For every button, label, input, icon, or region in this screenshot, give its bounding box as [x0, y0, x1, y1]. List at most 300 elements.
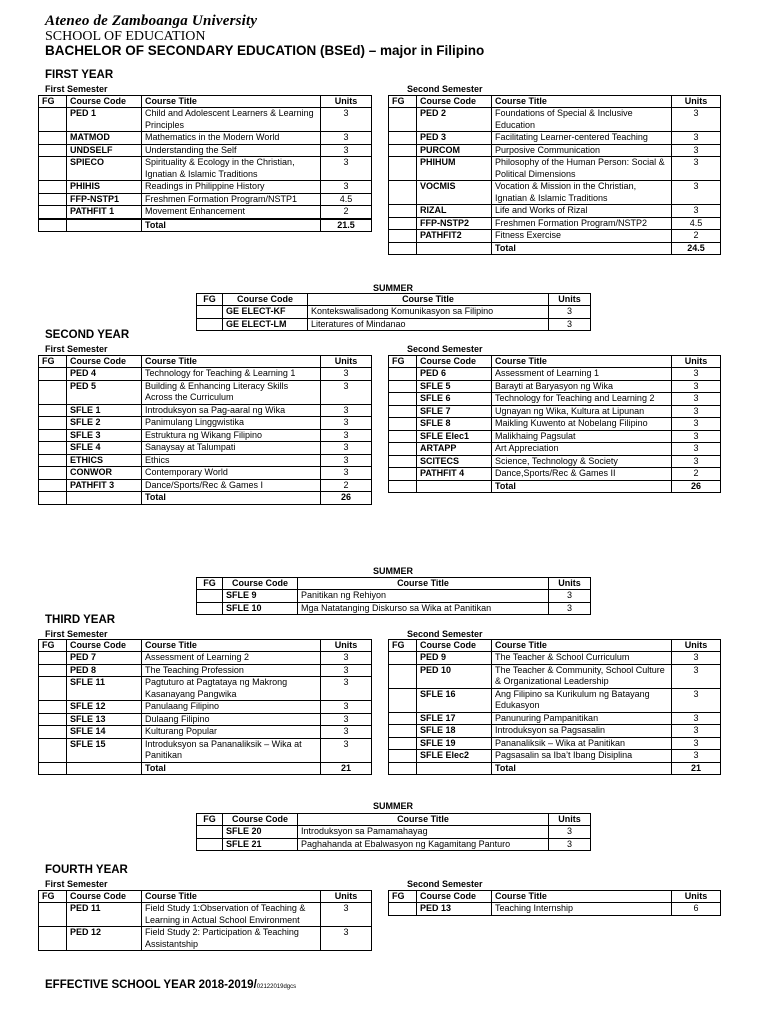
column-header-course-title: Course Title	[142, 640, 321, 652]
course-units: 3	[321, 442, 372, 455]
fg-cell	[389, 455, 417, 468]
fg-cell	[39, 664, 67, 677]
table-row	[389, 712, 721, 725]
fourth-year-first-semester-label: First Semester	[45, 879, 108, 889]
second-year-summer-label: SUMMER	[373, 566, 413, 576]
course-units: 3	[672, 205, 721, 218]
total-label: Total	[142, 492, 321, 505]
column-header-course-title: Course Title	[492, 96, 672, 108]
course-code: SFLE 6	[417, 393, 492, 406]
course-code: PED 10	[417, 664, 492, 688]
table-row	[39, 368, 372, 381]
fg-cell	[389, 443, 417, 456]
fg-cell	[39, 442, 67, 455]
first-year-summer-label: SUMMER	[373, 283, 413, 293]
course-title: Kontekswalisadong Komunikasyon sa Filipino	[308, 306, 549, 319]
course-title: Spirituality & Ecology in the Christian, Ignatian & Islamic Traditions	[142, 157, 321, 181]
course-code: SFLE 12	[67, 701, 142, 714]
fg-cell	[389, 480, 417, 493]
course-units: 3	[672, 108, 721, 132]
course-code	[67, 762, 142, 775]
third-year-summer-label: SUMMER	[373, 801, 413, 811]
table-row	[389, 108, 721, 132]
column-header-units: Units	[672, 356, 721, 368]
fg-cell	[39, 677, 67, 701]
fg-cell	[389, 380, 417, 393]
fg-cell	[39, 726, 67, 739]
table-row	[197, 826, 591, 839]
course-code: PED 1	[67, 108, 142, 132]
third-year-first-semester-label: First Semester	[45, 629, 108, 639]
course-code: PED 8	[67, 664, 142, 677]
fg-cell	[389, 144, 417, 157]
fg-cell	[389, 242, 417, 255]
fg-cell	[389, 157, 417, 181]
course-units: 3	[321, 701, 372, 714]
fg-cell	[39, 467, 67, 480]
column-header-course-title: Course Title	[142, 96, 321, 108]
fg-cell	[39, 368, 67, 381]
table-header-row	[39, 356, 372, 368]
course-units: 3	[549, 306, 591, 319]
fg-cell	[39, 454, 67, 467]
fg-cell	[389, 468, 417, 481]
table-header-row	[389, 640, 721, 652]
fg-cell	[389, 750, 417, 763]
course-code: FFP-NSTP1	[67, 193, 142, 206]
course-code: ARTAPP	[417, 443, 492, 456]
course-units: 3	[321, 108, 372, 132]
column-header-fg: FG	[197, 578, 223, 590]
table-header-row	[39, 891, 372, 903]
column-header-units: Units	[672, 96, 721, 108]
column-header-course-title: Course Title	[492, 640, 672, 652]
course-units: 3	[672, 652, 721, 665]
table-header-row	[39, 96, 372, 108]
course-units: 3	[672, 455, 721, 468]
column-header-course-code: Course Code	[417, 356, 492, 368]
course-code: PED 6	[417, 368, 492, 381]
table-row	[39, 479, 372, 492]
course-code: RIZAL	[417, 205, 492, 218]
course-title: Introduksyon sa Pag-aaral ng Wika	[142, 404, 321, 417]
course-units: 3	[321, 144, 372, 157]
column-header-course-title: Course Title	[492, 356, 672, 368]
fg-cell	[39, 713, 67, 726]
course-title: Ethics	[142, 454, 321, 467]
course-code: SFLE 17	[417, 712, 492, 725]
first-year-first-semester-table	[38, 95, 372, 232]
program-title: BACHELOR OF SECONDARY EDUCATION (BSEd) – major in Filipino	[45, 43, 485, 58]
effective-school-year	[45, 979, 296, 991]
course-title: Technology for Teaching & Learning 1	[142, 368, 321, 381]
column-header-units: Units	[672, 891, 721, 903]
course-title: Science, Technology & Society	[492, 455, 672, 468]
table-row	[197, 318, 591, 331]
course-code: ETHICS	[67, 454, 142, 467]
course-code: SFLE 3	[67, 429, 142, 442]
column-header-units: Units	[549, 294, 591, 306]
course-title: Dance,Sports/Rec & Games II	[492, 468, 672, 481]
course-title: Dance/Sports/Rec & Games I	[142, 479, 321, 492]
table-header-row	[389, 891, 721, 903]
table-row	[389, 443, 721, 456]
fg-cell	[197, 838, 223, 851]
table-header-row	[197, 578, 591, 590]
course-title: Art Appreciation	[492, 443, 672, 456]
footer-text: EFFECTIVE SCHOOL YEAR 2018-2019/	[45, 979, 257, 991]
course-units: 3	[321, 404, 372, 417]
course-title: Malikhaing Pagsulat	[492, 430, 672, 443]
total-units: 24.5	[672, 242, 721, 255]
first-year-second-semester-table	[388, 95, 721, 255]
column-header-course-code: Course Code	[67, 640, 142, 652]
course-units: 2	[672, 230, 721, 243]
column-header-fg: FG	[39, 356, 67, 368]
total-units: 26	[672, 480, 721, 493]
table-row	[39, 193, 372, 206]
course-code: PED 3	[417, 132, 492, 145]
course-code: SFLE 2	[67, 417, 142, 430]
school-name: SCHOOL OF EDUCATION	[45, 29, 206, 44]
table-row	[389, 144, 721, 157]
course-code: PATHFIT 4	[417, 468, 492, 481]
course-code: SFLE 11	[67, 677, 142, 701]
fg-cell	[389, 181, 417, 205]
course-code: PED 13	[417, 903, 492, 916]
fg-cell	[389, 652, 417, 665]
table-row	[389, 205, 721, 218]
fg-cell	[197, 306, 223, 319]
course-title: Movement Enhancement	[142, 206, 321, 219]
course-code: PED 2	[417, 108, 492, 132]
course-code: GE ELECT-LM	[223, 318, 308, 331]
table-row	[389, 181, 721, 205]
course-code: GE ELECT-KF	[223, 306, 308, 319]
course-title: Panunuring Pampanitikan	[492, 712, 672, 725]
fg-cell	[197, 602, 223, 615]
course-title: Vocation & Mission in the Christian, Ignatian & Islamic Traditions	[492, 181, 672, 205]
course-title: Panulaang Filipino	[142, 701, 321, 714]
table-row	[39, 677, 372, 701]
column-header-fg: FG	[389, 891, 417, 903]
fg-cell	[389, 664, 417, 688]
fg-cell	[39, 903, 67, 927]
table-header-row	[39, 640, 372, 652]
table-row	[389, 430, 721, 443]
course-code: SFLE 20	[223, 826, 298, 839]
fg-cell	[39, 652, 67, 665]
third-year-summer-table	[196, 813, 591, 851]
course-units: 3	[672, 664, 721, 688]
fg-cell	[39, 193, 67, 206]
table-row	[389, 217, 721, 230]
third-year-first-semester-table	[38, 639, 372, 775]
course-title: Introduksyon sa Pananaliksik – Wika at Panitikan	[142, 738, 321, 762]
fg-cell	[39, 108, 67, 132]
fg-cell	[197, 318, 223, 331]
course-title: The Teacher & Community, School Culture & Organizational Leadership	[492, 664, 672, 688]
course-code	[67, 219, 142, 232]
course-code: SFLE 15	[67, 738, 142, 762]
course-code	[67, 492, 142, 505]
table-header-row	[197, 814, 591, 826]
total-label: Total	[142, 762, 321, 775]
total-label: Total	[492, 480, 672, 493]
course-code: SFLE 7	[417, 405, 492, 418]
table-row	[389, 380, 721, 393]
fg-cell	[389, 217, 417, 230]
column-header-course-code: Course Code	[417, 891, 492, 903]
course-title: Literatures of Mindanao	[308, 318, 549, 331]
course-units: 2	[672, 468, 721, 481]
course-units: 3	[549, 602, 591, 615]
third-year-second-semester-label: Second Semester	[407, 629, 483, 639]
table-row	[389, 652, 721, 665]
total-units: 26	[321, 492, 372, 505]
table-row	[39, 417, 372, 430]
total-units: 21	[672, 762, 721, 775]
course-title: Mathematics in the Modern World	[142, 132, 321, 145]
second-year-first-semester-table	[38, 355, 372, 505]
table-header-row	[389, 96, 721, 108]
course-units: 3	[672, 132, 721, 145]
fourth-year-heading: FOURTH YEAR	[45, 864, 128, 876]
course-code: SFLE 10	[223, 602, 298, 615]
course-code	[417, 242, 492, 255]
third-year-second-semester-table	[388, 639, 721, 775]
fg-cell	[389, 688, 417, 712]
table-row	[389, 750, 721, 763]
course-units: 3	[321, 454, 372, 467]
course-title: Sanaysay at Talumpati	[142, 442, 321, 455]
first-year-first-semester-label: First Semester	[45, 84, 108, 94]
footer-code: 02122019dgcs	[256, 984, 297, 990]
course-units: 2	[321, 479, 372, 492]
first-year-heading: FIRST YEAR	[45, 69, 114, 81]
course-units: 3	[672, 380, 721, 393]
table-header-row	[197, 294, 591, 306]
course-title: Ang Filipino sa Kurikulum ng Batayang Edukasyon	[492, 688, 672, 712]
table-row	[389, 393, 721, 406]
column-header-course-code: Course Code	[223, 578, 298, 590]
table-row	[39, 181, 372, 194]
course-title: Introduksyon sa Pagsasalin	[492, 725, 672, 738]
fg-cell	[39, 157, 67, 181]
course-code: CONWOR	[67, 467, 142, 480]
fg-cell	[389, 132, 417, 145]
table-row	[389, 725, 721, 738]
table-row	[39, 467, 372, 480]
fg-cell	[389, 405, 417, 418]
column-header-course-code: Course Code	[417, 96, 492, 108]
course-units: 3	[672, 144, 721, 157]
fg-cell	[389, 108, 417, 132]
table-row	[39, 429, 372, 442]
table-row	[389, 157, 721, 181]
course-units: 4.5	[321, 193, 372, 206]
course-title: Philosophy of the Human Person: Social & Political Dimensions	[492, 157, 672, 181]
total-row	[389, 480, 721, 493]
course-units: 3	[672, 750, 721, 763]
course-code	[417, 762, 492, 775]
table-row	[39, 404, 372, 417]
column-header-course-title: Course Title	[142, 891, 321, 903]
course-units: 3	[672, 725, 721, 738]
course-units: 3	[672, 712, 721, 725]
table-row	[39, 380, 372, 404]
course-units: 3	[321, 417, 372, 430]
course-code: PED 12	[67, 927, 142, 951]
course-title: Introduksyon sa Pamamahayag	[298, 826, 549, 839]
fg-cell	[389, 368, 417, 381]
course-title: Barayti at Baryasyon ng Wika	[492, 380, 672, 393]
course-title: Mga Natatanging Diskurso sa Wika at Panitikan	[298, 602, 549, 615]
course-title: Freshmen Formation Program/NSTP1	[142, 193, 321, 206]
course-title: The Teaching Profession	[142, 664, 321, 677]
course-title: Pananaliksik – Wika at Panitikan	[492, 737, 672, 750]
course-title: Pagsasalin sa Iba’t Ibang Disiplina	[492, 750, 672, 763]
course-code: PATHFIT 1	[67, 206, 142, 219]
table-row	[39, 664, 372, 677]
total-units: 21.5	[321, 219, 372, 232]
table-row	[197, 838, 591, 851]
course-units: 3	[672, 181, 721, 205]
total-row	[389, 762, 721, 775]
course-units: 3	[672, 737, 721, 750]
column-header-course-title: Course Title	[298, 814, 549, 826]
course-units: 3	[321, 738, 372, 762]
fg-cell	[389, 725, 417, 738]
course-title: Maikling Kuwento at Nobelang Filipino	[492, 418, 672, 431]
fg-cell	[389, 230, 417, 243]
course-code: SFLE 19	[417, 737, 492, 750]
fg-cell	[39, 144, 67, 157]
column-header-course-title: Course Title	[308, 294, 549, 306]
course-code: PED 4	[67, 368, 142, 381]
table-header-row	[389, 356, 721, 368]
fg-cell	[389, 430, 417, 443]
course-title: Field Study 2: Participation & Teaching Assistantship	[142, 927, 321, 951]
table-row	[39, 738, 372, 762]
fg-cell	[389, 418, 417, 431]
total-row	[39, 219, 372, 232]
course-title: Teaching Internship	[492, 903, 672, 916]
first-year-second-semester-label: Second Semester	[407, 84, 483, 94]
course-units: 3	[321, 713, 372, 726]
third-year-heading: THIRD YEAR	[45, 614, 116, 626]
course-code: VOCMIS	[417, 181, 492, 205]
table-row	[389, 230, 721, 243]
course-title: Estruktura ng Wikang Filipino	[142, 429, 321, 442]
course-code: PATHFIT2	[417, 230, 492, 243]
fourth-year-second-semester-table	[388, 890, 721, 916]
table-row	[39, 652, 372, 665]
fg-cell	[389, 762, 417, 775]
table-row	[389, 903, 721, 916]
column-header-course-code: Course Code	[417, 640, 492, 652]
table-row	[389, 405, 721, 418]
course-units: 3	[672, 405, 721, 418]
column-header-course-title: Course Title	[298, 578, 549, 590]
column-header-course-title: Course Title	[492, 891, 672, 903]
second-year-summer-table	[196, 577, 591, 615]
course-code: SFLE 8	[417, 418, 492, 431]
course-code: SFLE Elec2	[417, 750, 492, 763]
course-units: 3	[321, 652, 372, 665]
second-year-second-semester-label: Second Semester	[407, 344, 483, 354]
table-row	[39, 726, 372, 739]
course-units: 3	[672, 157, 721, 181]
fg-cell	[39, 206, 67, 219]
fourth-year-second-semester-label: Second Semester	[407, 879, 483, 889]
table-row	[39, 713, 372, 726]
column-header-units: Units	[321, 891, 372, 903]
column-header-course-code: Course Code	[223, 294, 308, 306]
fg-cell	[39, 219, 67, 232]
course-title: Ugnayan ng Wika, Kultura at Lipunan	[492, 405, 672, 418]
table-row	[39, 206, 372, 219]
course-code: SFLE 14	[67, 726, 142, 739]
table-row	[389, 418, 721, 431]
course-units: 3	[672, 418, 721, 431]
column-header-units: Units	[321, 356, 372, 368]
course-code: UNDSELF	[67, 144, 142, 157]
fg-cell	[39, 429, 67, 442]
course-code: SFLE 1	[67, 404, 142, 417]
table-row	[39, 454, 372, 467]
course-units: 3	[321, 368, 372, 381]
course-code: SFLE 13	[67, 713, 142, 726]
column-header-fg: FG	[197, 814, 223, 826]
column-header-course-title: Course Title	[142, 356, 321, 368]
course-units: 3	[549, 838, 591, 851]
column-header-fg: FG	[39, 96, 67, 108]
course-title: Building & Enhancing Literacy Skills Across the Curriculum	[142, 380, 321, 404]
table-row	[39, 132, 372, 145]
course-title: Dulaang Filipino	[142, 713, 321, 726]
fg-cell	[39, 927, 67, 951]
table-row	[389, 368, 721, 381]
course-code: FFP-NSTP2	[417, 217, 492, 230]
course-title: Assessment of Learning 1	[492, 368, 672, 381]
fg-cell	[389, 737, 417, 750]
table-row	[389, 455, 721, 468]
column-header-fg: FG	[389, 96, 417, 108]
column-header-course-code: Course Code	[67, 96, 142, 108]
fg-cell	[39, 762, 67, 775]
table-row	[39, 442, 372, 455]
column-header-fg: FG	[39, 891, 67, 903]
first-year-summer-table	[196, 293, 591, 331]
course-units: 3	[672, 443, 721, 456]
fg-cell	[389, 205, 417, 218]
second-year-first-semester-label: First Semester	[45, 344, 108, 354]
course-units: 3	[672, 368, 721, 381]
course-code: PED 11	[67, 903, 142, 927]
column-header-course-code: Course Code	[67, 891, 142, 903]
course-code: PED 5	[67, 380, 142, 404]
course-title: Assessment of Learning 2	[142, 652, 321, 665]
table-row	[197, 590, 591, 603]
table-row	[389, 664, 721, 688]
course-code: SFLE 4	[67, 442, 142, 455]
course-title: Freshmen Formation Program/NSTP2	[492, 217, 672, 230]
column-header-units: Units	[321, 96, 372, 108]
course-units: 3	[672, 430, 721, 443]
course-title: Foundations of Special & Inclusive Education	[492, 108, 672, 132]
fg-cell	[197, 826, 223, 839]
